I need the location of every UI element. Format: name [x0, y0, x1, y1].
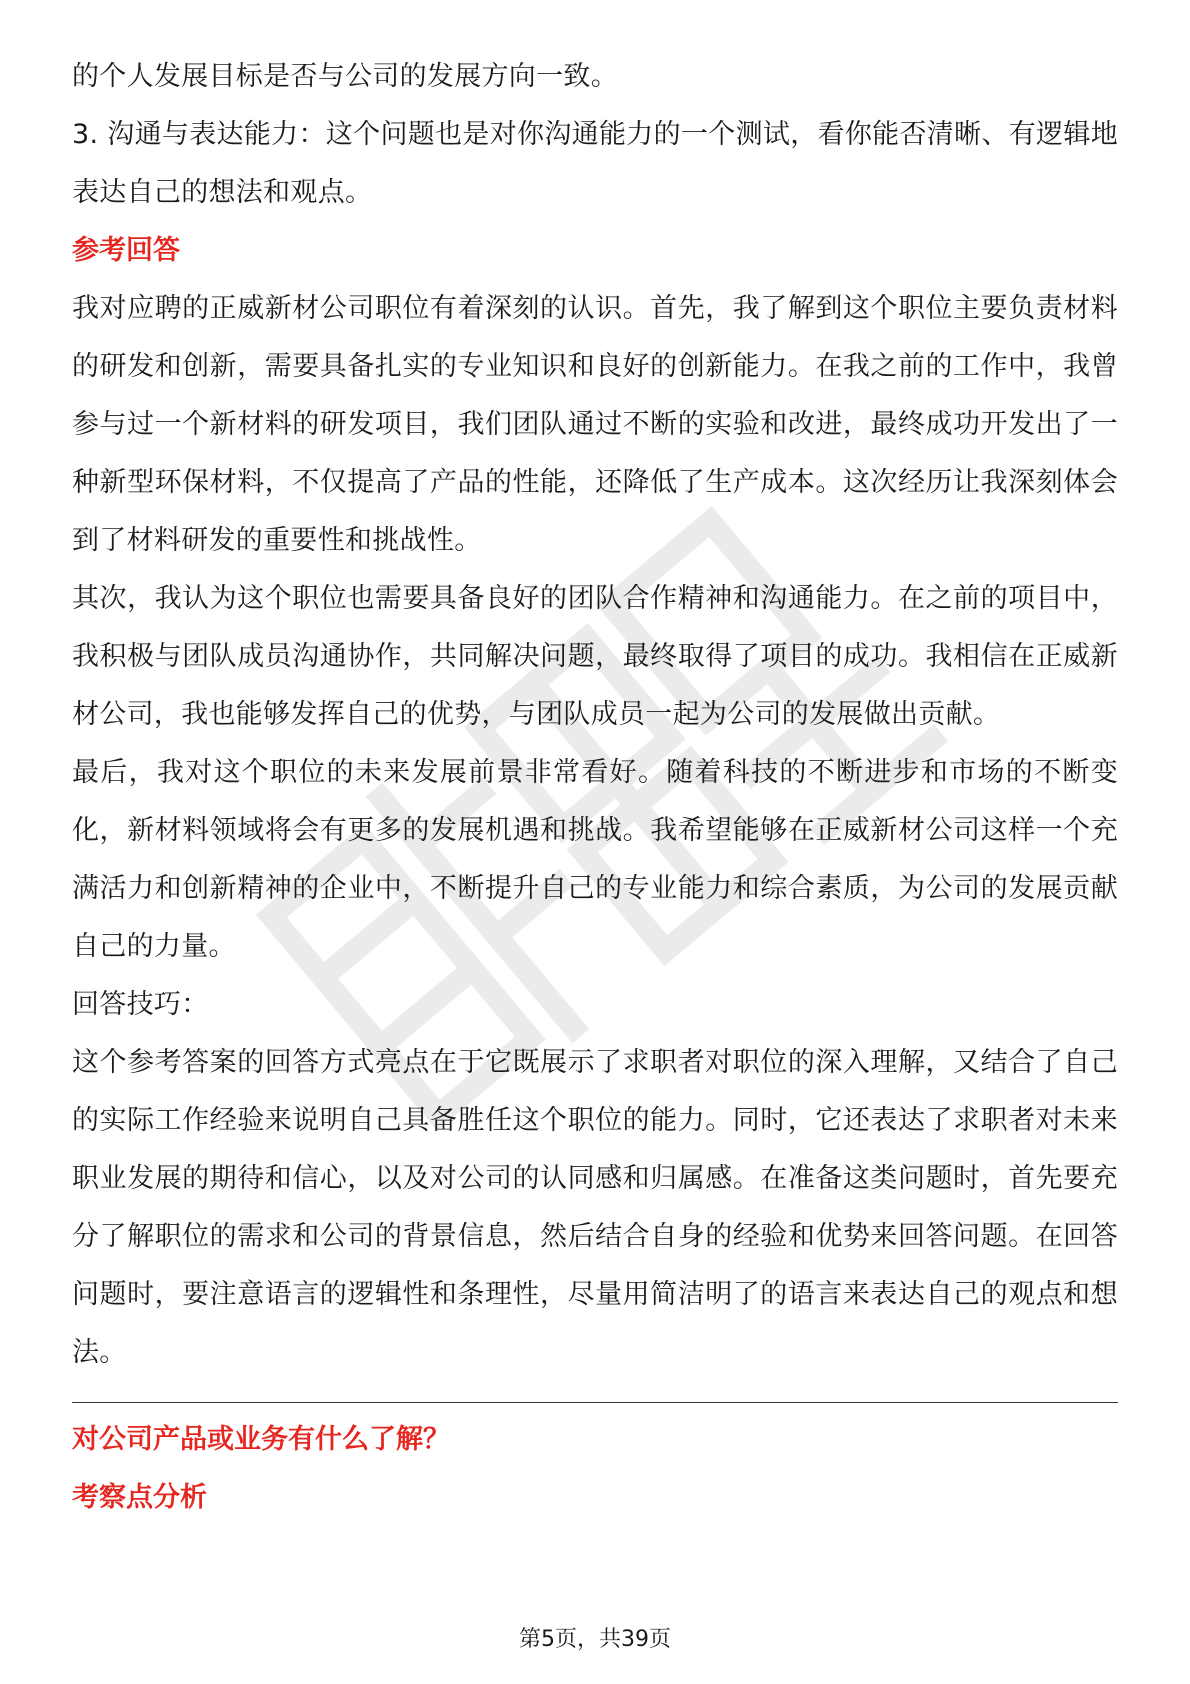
reference-answer-paragraph-1: 我对应聘的正威新材公司职位有着深刻的认识。首先，我了解到这个职位主要负责材料的研发和创新，需要具备扎实的专业知识和良好的创新能力。在我之前的工作中，我曾参与过一个新材料的研发项目，我们团队通过不断的实验和改进，最终成功开发出了一种新型环保材料，不仅提高了产品的性能，还降低了生产成本。这次经历让我深刻体会到了材料研发的重要性和挑战性。 [72, 293, 1118, 556]
reference-answer-heading: 参考回答 [72, 235, 180, 266]
reference-answer-paragraph-3: 最后，我对这个职位的未来发展前景非常看好。随着科技的不断进步和市场的不断变化，新材料领域将会有更多的发展机遇和挑战。我希望能够在正威新材公司这样一个充满活力和创新精神的企业中，不断提升自己的专业能力和综合素质，为公司的发展贡献自己的力量。 [72, 757, 1118, 962]
question-heading: 对公司产品或业务有什么了解？ [72, 1424, 450, 1455]
document-body [72, 48, 1118, 1527]
intro-line: 的个人发展目标是否与公司的发展方向一致。 [72, 61, 618, 92]
point-3: 3. 沟通与表达能力：这个问题也是对你沟通能力的一个测试，看你能否清晰、有逻辑地表达自己的想法和观点。 [72, 119, 1118, 208]
reference-answer-paragraph-2: 其次，我认为这个职位也需要具备良好的团队合作精神和沟通能力。在之前的项目中，我积极与团队成员沟通协作，共同解决问题，最终取得了项目的成功。我相信在正威新材公司，我也能够发挥自己的优势，与团队成员一起为公司的发展做出贡献。 [72, 583, 1118, 730]
section-divider [72, 1402, 1118, 1403]
analysis-heading: 考察点分析 [72, 1482, 207, 1513]
answer-tips-heading: 回答技巧： [72, 989, 209, 1020]
answer-tips-paragraph: 这个参考答案的回答方式亮点在于它既展示了求职者对职位的深入理解，又结合了自己的实际工作经验来说明自己具备胜任这个职位的能力。同时，它还表达了求职者对未来职业发展的期待和信心，以及对公司的认同感和归属感。在准备这类问题时，首先要充分了解职位的需求和公司的背景信息，然后结合自身的经验和优势来回答问题。在回答问题时，要注意语言的逻辑性和条理性，尽量用简洁明了的语言来表达自己的观点和想法。 [72, 1047, 1118, 1368]
page-footer: 第5页，共39页 [519, 1627, 671, 1652]
